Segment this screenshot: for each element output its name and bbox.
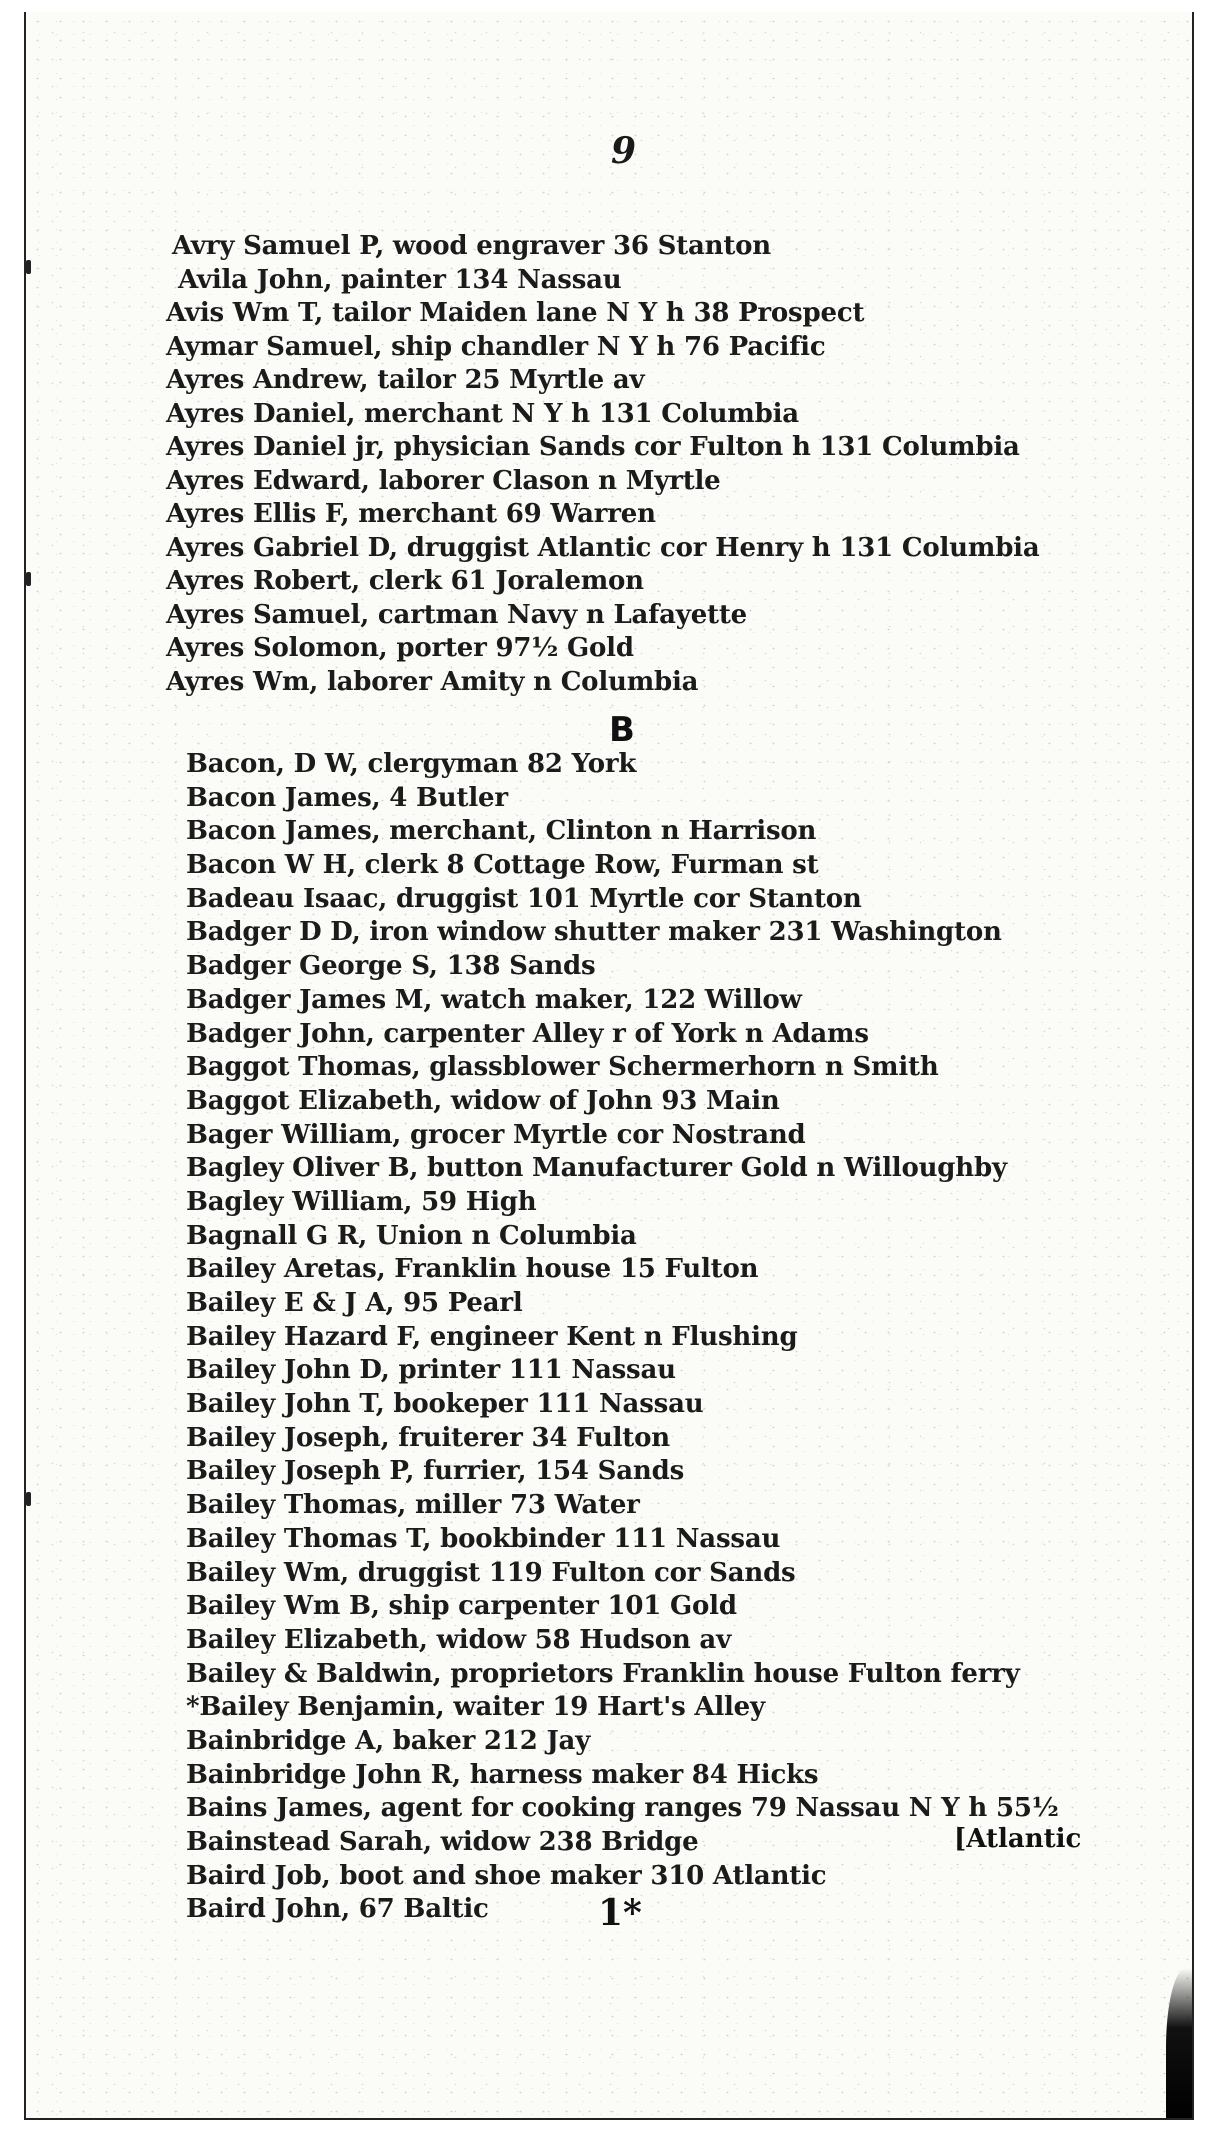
list-item: Bains James, agent for cooking ranges 79 Nassau N Y h 55½ <box>186 1793 1059 1824</box>
list-item: Bailey Aretas, Franklin house 15 Fulton <box>186 1254 759 1285</box>
list-item: Badger George S, 138 Sands <box>186 951 596 982</box>
scan-speck <box>26 1492 31 1506</box>
list-item: Badger D D, iron window shutter maker 231 Washington <box>186 917 1002 948</box>
list-item: Bagley Oliver B, button Manufacturer Gold n Willoughby <box>186 1153 1007 1184</box>
list-item: Bailey & Baldwin, proprietors Franklin house Fulton ferry <box>186 1658 1020 1689</box>
list-item: Bailey Joseph, fruiterer 34 Fulton <box>186 1422 670 1453</box>
list-item: Avila John, painter 134 Nassau <box>178 264 622 295</box>
list-item: Bagley William, 59 High <box>186 1186 537 1217</box>
list-item: Bailey Elizabeth, widow 58 Hudson av <box>186 1624 731 1655</box>
list-item: Baggot Elizabeth, widow of John 93 Main <box>186 1085 780 1116</box>
list-item: Ayres Edward, laborer Clason n Myrtle <box>166 465 721 496</box>
list-item: Bacon W H, clerk 8 Cottage Row, Furman st <box>186 850 819 881</box>
list-item: Bagnall G R, Union n Columbia <box>186 1220 637 1251</box>
list-item: Ayres Ellis F, merchant 69 Warren <box>166 499 656 529</box>
list-item: Bager William, grocer Myrtle cor Nostrand <box>186 1119 806 1150</box>
list-item: Bacon James, merchant, Clinton n Harrison <box>186 816 817 847</box>
list-item: Ayres Andrew, tailor 25 Myrtle av <box>166 365 645 395</box>
section-b-list <box>186 748 1146 1927</box>
list-item: Bailey Joseph P, furrier, 154 Sands <box>186 1456 685 1487</box>
scan-shadow <box>1166 1968 1192 2118</box>
list-item: Bailey E & J A, 95 Pearl <box>186 1288 523 1318</box>
list-item: Baird Job, boot and shoe maker 310 Atlantic <box>186 1860 827 1891</box>
list-item: Avis Wm T, tailor Maiden lane N Y h 38 Prospect <box>166 298 865 328</box>
list-item: Bailey Thomas, miller 73 Water <box>186 1490 640 1521</box>
list-item: Bacon, D W, clergyman 82 York <box>186 749 637 779</box>
signature-mark: 1* <box>598 1892 642 1934</box>
list-item: Badger John, carpenter Alley r of York n Adams <box>186 1018 869 1049</box>
list-item: Bacon James, 4 Butler <box>186 782 508 813</box>
list-item: Ayres Solomon, porter 97½ Gold <box>166 633 634 663</box>
page-number: 9 <box>611 130 637 172</box>
list-item: Aymar Samuel, ship chandler N Y h 76 Pacific <box>166 331 826 362</box>
list-item: Ayres Robert, clerk 61 Joralemon <box>166 566 644 596</box>
list-item: Ayres Gabriel D, druggist Atlantic cor Henry h 131 Columbia <box>166 532 1040 563</box>
continuation-note: [Atlantic <box>954 1824 1082 1854</box>
list-item: Bainstead Sarah, widow 238 Bridge <box>186 1827 699 1857</box>
list-item: Baggot Thomas, glassblower Schermerhorn n Smith <box>186 1052 939 1083</box>
list-item: Bailey Thomas T, bookbinder 111 Nassau <box>186 1523 781 1554</box>
list-item: Badger James M, watch maker, 122 Willow <box>186 984 802 1015</box>
list-item: Baird John, 67 Baltic <box>186 1894 489 1925</box>
list-item: Avry Samuel P, wood engraver 36 Stanton <box>172 231 771 261</box>
list-item: Bailey Wm, druggist 119 Fulton cor Sands <box>186 1557 796 1588</box>
list-item: Bailey John D, printer 111 Nassau <box>186 1355 676 1386</box>
list-item: Ayres Wm, laborer Amity n Columbia <box>166 666 699 697</box>
list-item: Ayres Samuel, cartman Navy n Lafayette <box>166 599 748 630</box>
section-a-list <box>166 230 1106 699</box>
list-item: Ayres Daniel jr, physician Sands cor Fulton h 131 Columbia <box>166 432 1020 462</box>
scan-speck <box>26 260 31 274</box>
list-item: Bainbridge A, baker 212 Jay <box>186 1725 591 1756</box>
list-item: Bainbridge John R, harness maker 84 Hicks <box>186 1759 819 1790</box>
list-item: Ayres Daniel, merchant N Y h 131 Columbia <box>166 398 799 429</box>
directory-page <box>24 12 1194 2120</box>
list-item: Bailey Wm B, ship carpenter 101 Gold <box>186 1591 737 1622</box>
list-item: *Bailey Benjamin, waiter 19 Hart's Alley <box>186 1692 765 1723</box>
list-item: Bailey John T, bookeper 111 Nassau <box>186 1389 704 1420</box>
scan-speck <box>26 572 31 586</box>
list-item: Badeau Isaac, druggist 101 Myrtle cor Stanton <box>186 883 862 914</box>
section-heading-b: B <box>609 710 634 750</box>
list-item: Bailey Hazard F, engineer Kent n Flushing <box>186 1321 798 1352</box>
